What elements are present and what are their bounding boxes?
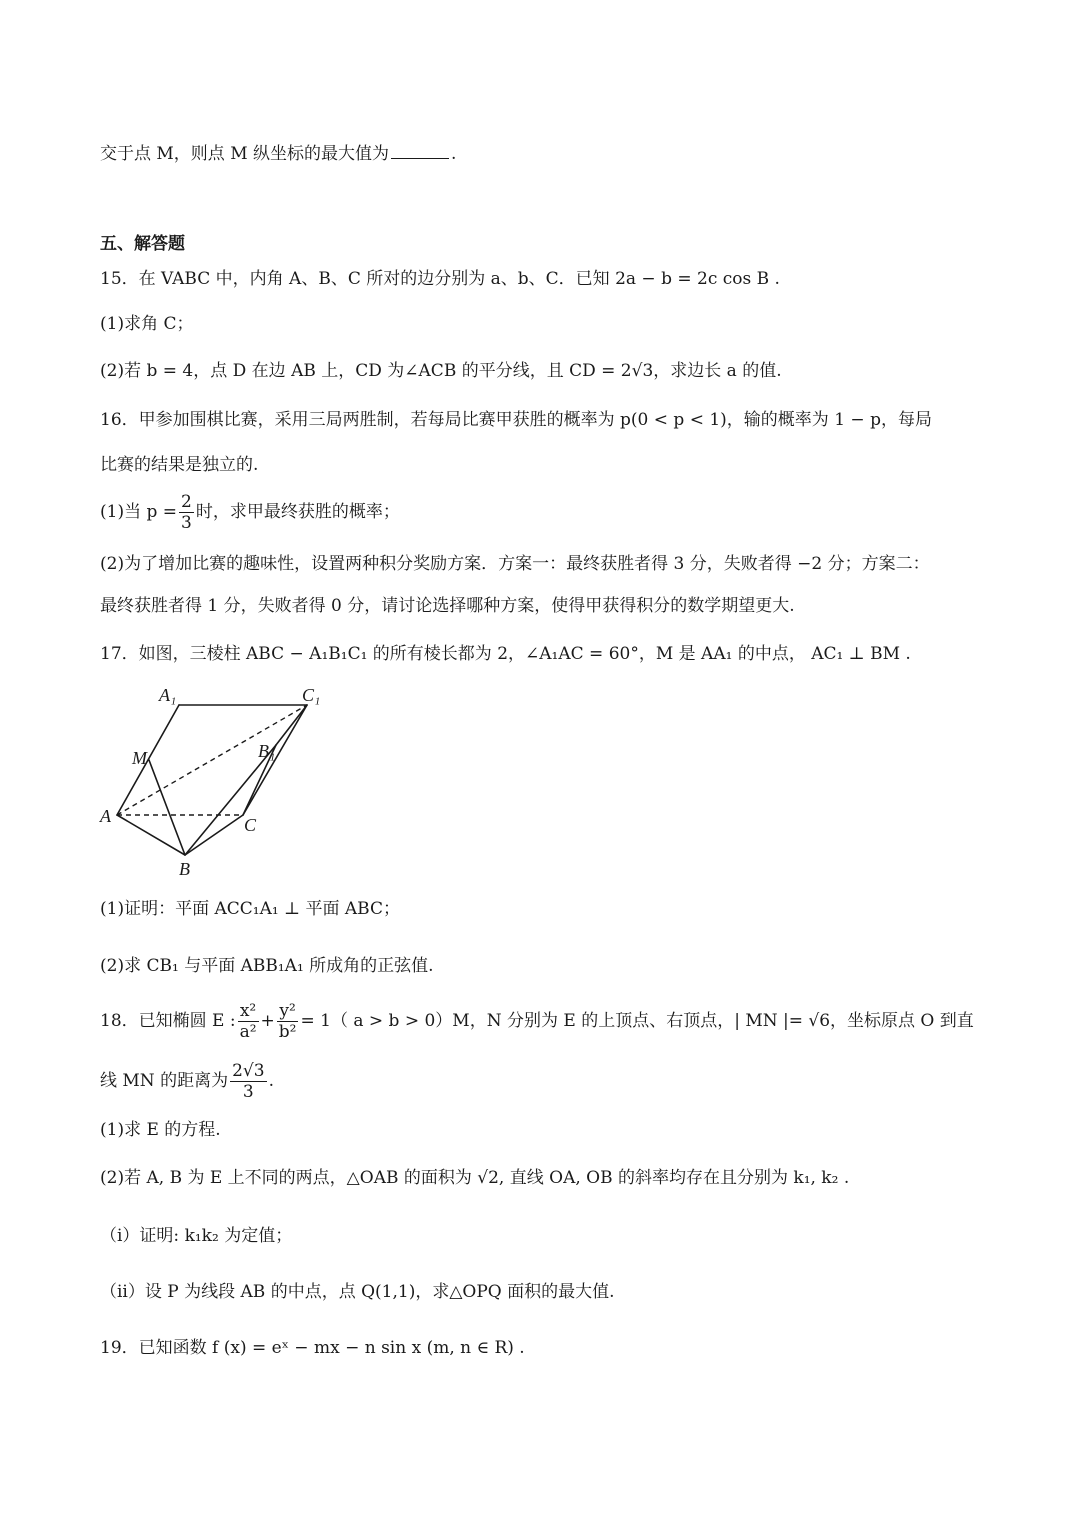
q17-part1: (1)证明：平面 ACC₁A₁ ⊥ 平面 ABC； <box>100 899 400 919</box>
q16-part2-line2: 最终获胜者得 1 分，失败者得 0 分，请讨论选择哪种方案，使得甲获得积分的数学期望更大. <box>100 596 795 616</box>
q16-stem-line2: 比赛的结果是独立的. <box>100 455 259 475</box>
label-A: A <box>100 806 111 826</box>
q17-stem: 17．如图，三棱柱 ABC − A₁B₁C₁ 的所有棱长都为 2，∠A₁AC = 60°，M 是 AA₁ 的中点， AC₁ ⊥ BM . <box>100 644 911 664</box>
q14-tail: 交于点 M，则点 M 纵坐标的最大值为 . <box>100 144 457 164</box>
fraction-y2-b2: $\frac{\text{y²}}{\text{b²}}$ <box>278 1001 297 1042</box>
q18-part2-ii: （ii）设 P 为线段 AB 的中点，点 Q(1,1)，求△OPQ 面积的最大值. <box>100 1282 615 1302</box>
section-title: 五、解答题 <box>100 234 185 254</box>
q19-stem: 19．已知函数 f (x) = eˣ − mx − n sin x (m, n ∈ R) . <box>100 1338 525 1358</box>
label-M: M <box>132 748 147 768</box>
q16-part2-line1: (2)为了增加比赛的趣味性，设置两种积分奖励方案．方案一：最终获胜者得 3 分，失败者得 −2 分；方案二： <box>100 554 930 574</box>
q18-stem: 18．已知椭圆 E : $\frac{\text{x²}}{\text{a²}}$ + $\frac{\text{y²}}{\text{b²}}$ = 1（ a > b > 0）M，N 分别为 E 的上顶点、右顶点，| MN |= √6，坐标原点 O 到直 <box>100 1001 974 1042</box>
q15-stem: 15．在 VABC 中，内角 A、B、C 所对的边分别为 a、b、C．已知 2a − b = 2c cos B . <box>100 269 780 289</box>
label-C1: C₁ <box>302 685 321 705</box>
q18-part2: (2)若 A, B 为 E 上不同的两点，△OAB 的面积为 √2, 直线 OA, OB 的斜率均存在且分别为 k₁, k₂ . <box>100 1168 850 1188</box>
q17-part2: (2)求 CB₁ 与平面 ABB₁A₁ 所成角的正弦值. <box>100 956 434 976</box>
q18-part2-i: （i）证明: k₁k₂ 为定值； <box>100 1226 293 1246</box>
label-B1: B₁ <box>258 741 276 761</box>
label-B: B <box>179 859 190 877</box>
q16-stem-line1: 16．甲参加围棋比赛，采用三局两胜制，若每局比赛甲获胜的概率为 p(0 < p < 1)，输的概率为 1 − p，每局 <box>100 410 932 430</box>
fraction-two-thirds: $\frac{2}{3}$ <box>181 492 192 533</box>
q16-part1: (1)当 p = $\frac{2}{3}$ 时，求甲最终获胜的概率； <box>100 492 400 533</box>
q15-part1: (1)求角 C； <box>100 314 194 334</box>
q18-part1: (1)求 E 的方程. <box>100 1120 221 1140</box>
q18-stem-line2: 线 MN 的距离为 $\frac{2√3}{3}$ . <box>100 1061 274 1102</box>
q15-part2: (2)若 b = 4，点 D 在边 AB 上，CD 为∠ACB 的平分线，且 CD = 2√3，求边长 a 的值. <box>100 361 782 381</box>
fraction-x2-a2: $\frac{\text{x²}}{\text{a²}}$ <box>239 1001 257 1042</box>
answer-blank <box>391 158 449 159</box>
fraction-distance: $\frac{2√3}{3}$ <box>232 1061 265 1102</box>
prism-figure <box>95 682 345 877</box>
label-A1: A₁ <box>159 685 177 705</box>
label-C: C <box>244 815 257 835</box>
